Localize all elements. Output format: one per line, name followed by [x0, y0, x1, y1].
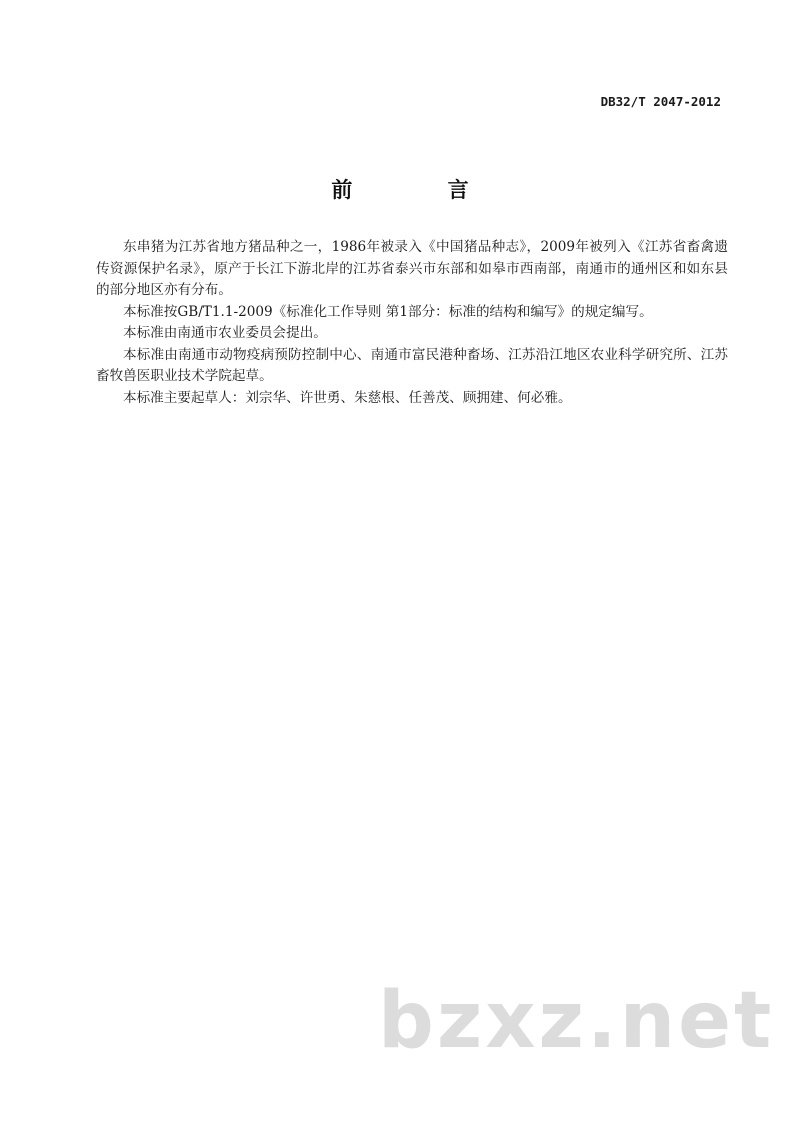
watermark: bzxz.net — [378, 976, 775, 1066]
page-title: 前 言 — [331, 178, 513, 202]
standard-code: DB32/T 2047-2012 — [600, 94, 721, 109]
paragraph-drafting-rules: 本标准按GB/T1.1-2009《标准化工作导则 第1部分：标准的结构和编写》的规定编写。 — [123, 303, 653, 320]
paragraph-proposer: 本标准由南通市农业委员会提出。 — [123, 325, 327, 341]
paragraph-drafting-units: 本标准由南通市动物疫病预防控制中心、南通市富民港种畜场、江苏沿江地区农业科学研究所、江苏畜牧兽医职业技术学院起草。 — [96, 346, 728, 384]
paragraph-drafters: 本标准主要起草人：刘宗华、许世勇、朱慈根、任善茂、顾拥建、何必雅。 — [123, 389, 572, 406]
foreword-body — [96, 237, 728, 409]
paragraph-origin: 东串猪为江苏省地方猪品种之一，1986年被录入《中国猪品种志》，2009年被列入《江苏省畜禽遗传资源保护名录》，原产于长江下游北岸的江苏省泰兴市东部和如皋市西南部，南通市的通州区和如东县的部分地区亦有分布。 — [96, 239, 728, 298]
